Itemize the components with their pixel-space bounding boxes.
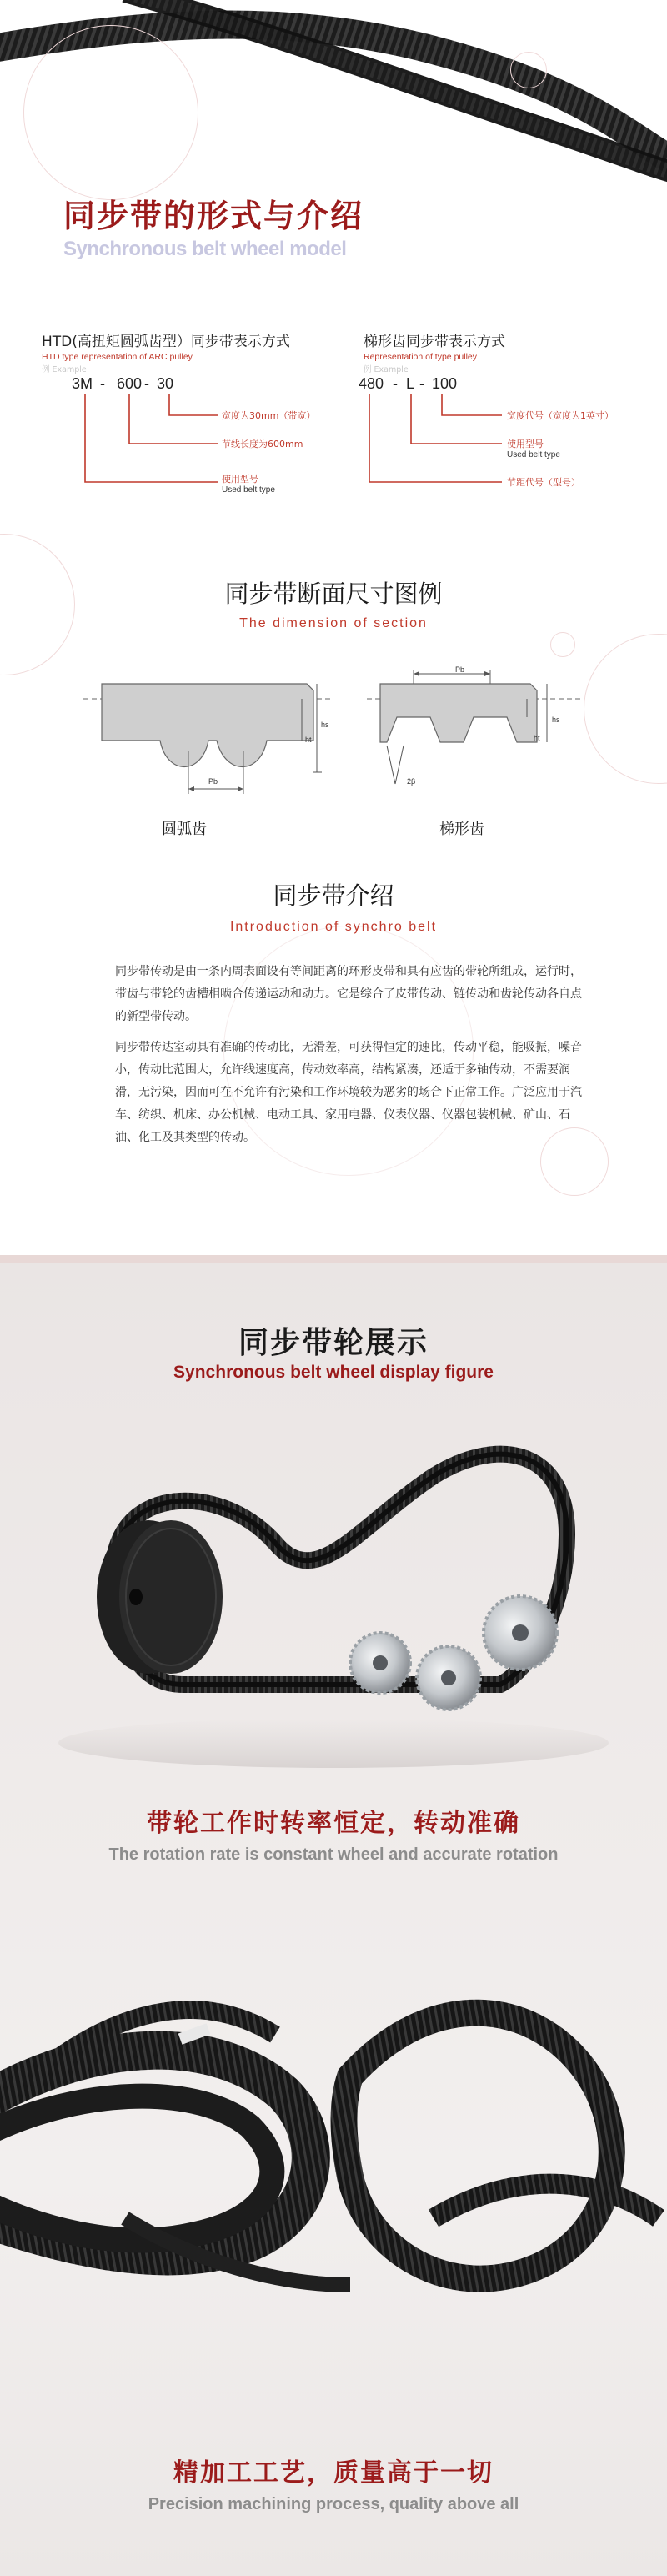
section-display-subtitle: Synchronous belt wheel display figure xyxy=(173,1363,494,1382)
section-form-subtitle: Synchronous belt wheel model xyxy=(63,238,347,260)
section-form-title: 同步带的形式与介绍 xyxy=(63,198,364,234)
htd-ann-length: 节线长度为600mm xyxy=(222,439,303,449)
section-dims-heading xyxy=(0,575,667,631)
trap-dim-pb: Pb xyxy=(455,665,465,674)
arc-dim-pb: Pb xyxy=(208,777,218,786)
trap-ann-type: 使用型号 xyxy=(507,439,544,449)
section-intro-title: 同步带介绍 xyxy=(273,881,394,910)
intro-paragraph: 同步带传达室动具有准确的传动比，无滑差，可获得恒定的速比，传动平稳，能吸振，噪音小，传动比范围大，允许线速度高，传动效率高，结构紧凑，还适于多轴传动，不需要润滑，无污染，因而可在不允许有污染和工作环境较为恶劣的场合下正常工作。广泛应用于汽车、纺织、机床、办公机械、电动工具、家用电器、仪表仪器、仪器包装机械、矿山、石油、化工及其类型的传动。 xyxy=(115,1041,582,1144)
trap-example-label: 例 Example xyxy=(364,365,409,374)
section-precision-subtitle: Precision machining process, quality above all xyxy=(148,2495,519,2513)
trap-subtitle: Representation of type pulley xyxy=(364,352,478,362)
trap-code-length: 480 xyxy=(359,375,384,392)
htd-code-type: 3M xyxy=(72,375,93,392)
arc-dim-hs: hs xyxy=(321,721,329,729)
trap-ann-type-en: Used belt type xyxy=(507,450,560,459)
trap-dim-ht: ht xyxy=(534,734,540,742)
htd-code-dash: - xyxy=(144,375,149,392)
htd-code-width: 30 xyxy=(157,375,174,392)
htd-ann-type: 使用型号 xyxy=(222,474,258,485)
display-top-strip xyxy=(0,1255,667,1263)
intro-text xyxy=(115,961,582,1157)
section-intro-heading xyxy=(0,877,667,935)
trap-representation xyxy=(364,329,505,374)
htd-ann-width: 宽度为30mm（带宽） xyxy=(222,410,316,421)
belt-pulley-display-image xyxy=(0,1418,667,1768)
arc-dim-ht: ht xyxy=(305,736,312,744)
arc-tooth-diagram xyxy=(83,667,334,809)
arc-tooth-label: 圆弧齿 xyxy=(162,821,207,838)
stacked-belts-image xyxy=(0,1968,667,2377)
trap-angle: 2β xyxy=(407,777,416,786)
section-precision-title: 精加工工艺，质量高于一切 xyxy=(173,2458,494,2488)
htd-leader-lines xyxy=(0,0,667,517)
htd-example-label: 例 Example xyxy=(42,365,87,374)
section-rate-subtitle: The rotation rate is constant wheel and accurate rotation xyxy=(108,1845,559,1864)
trap-ann-width: 宽度代号（宽度为1英寸） xyxy=(507,410,614,421)
trap-code-width: 100 xyxy=(432,375,458,392)
trap-code-dash: - xyxy=(419,375,424,392)
trap-dim-hs: hs xyxy=(552,716,560,724)
trap-title: 梯形齿同步带表示方式 xyxy=(364,334,505,350)
section-rate-title: 带轮工作时转率恒定，转动准确 xyxy=(147,1809,520,1838)
trap-ann-pitch: 节距代号（型号） xyxy=(507,477,580,488)
trap-code-type: L xyxy=(406,375,415,392)
htd-subtitle: HTD type representation of ARC pulley xyxy=(42,352,193,362)
section-dims-subtitle: The dimension of section xyxy=(239,616,428,630)
trapezoid-tooth-label: 梯形齿 xyxy=(439,821,484,838)
htd-ann-type-en: Used belt type xyxy=(222,485,275,495)
htd-code-dash: - xyxy=(100,375,105,392)
trapezoid-tooth-diagram xyxy=(367,659,584,809)
htd-code-length: 600 xyxy=(117,375,143,392)
intro-paragraph: 同步带传动是由一条内周表面设有等间距离的环形皮带和具有应齿的带轮所组成，运行时，带齿与带轮的齿槽相啮合传递运动和动力。它是综合了皮带传动、链传动和齿轮传动各自点的新型带传动。 xyxy=(115,965,582,1023)
decor-ring xyxy=(584,634,667,784)
section-display-title: 同步带轮展示 xyxy=(238,1326,429,1360)
section-intro-subtitle: Introduction of synchro belt xyxy=(229,920,438,934)
htd-title: HTD(高扭矩圆弧齿型）同步带表示方式 xyxy=(42,334,290,350)
trap-code-dash: - xyxy=(393,375,398,392)
section-dims-title: 同步带断面尺寸图例 xyxy=(224,580,443,608)
decor-ring xyxy=(550,632,575,657)
